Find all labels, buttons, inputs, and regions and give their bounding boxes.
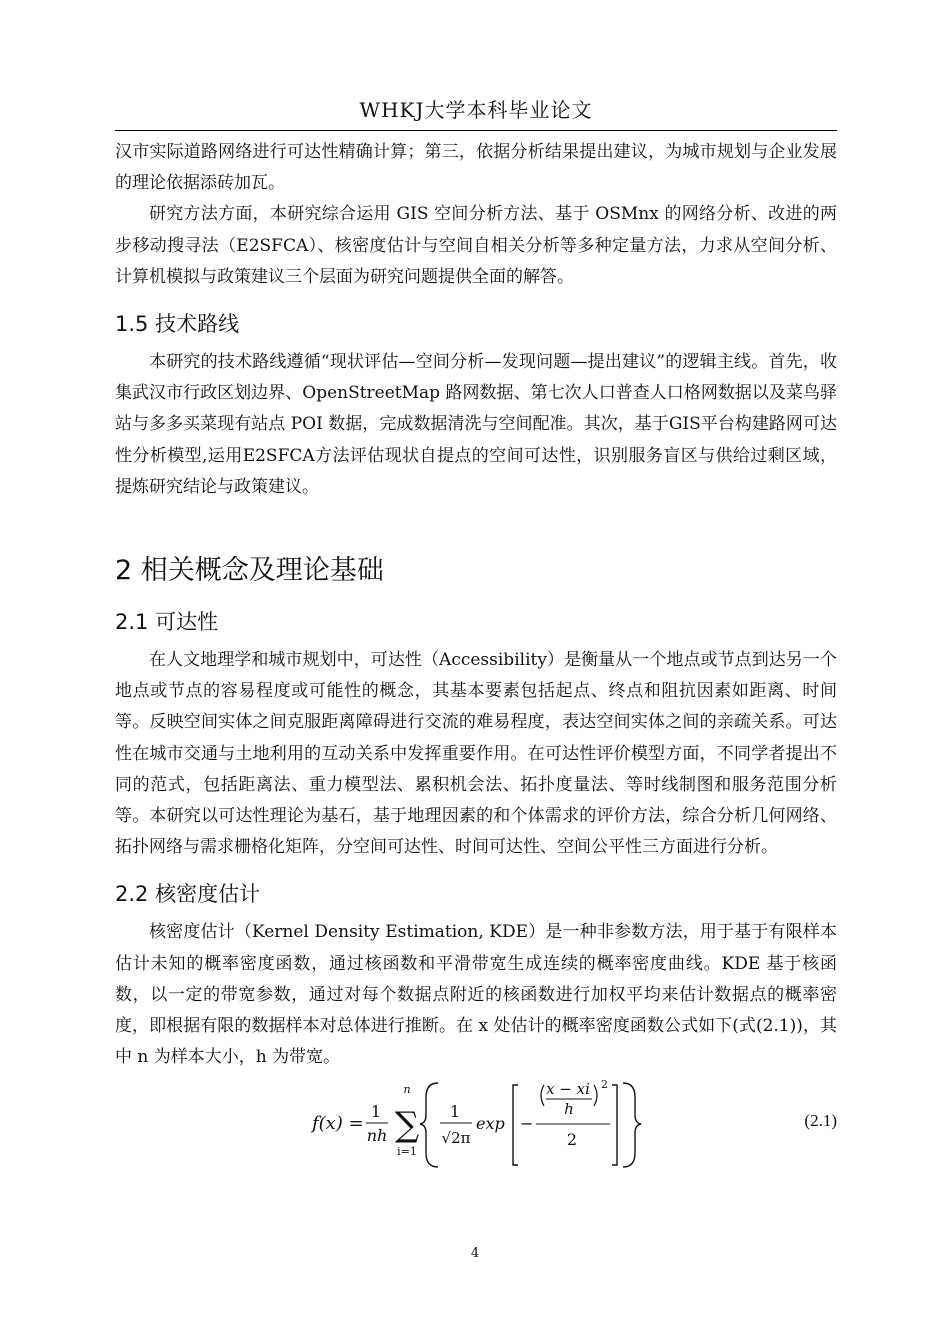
kde-formula-svg — [310, 1079, 650, 1171]
running-header: WHKJ大学本科毕业论文 — [359, 98, 593, 122]
formula-power: 2 — [601, 1079, 608, 1092]
paragraph-kde: 核密度估计（Kernel Density Estimation, KDE）是一种非参数方法，用于基于有限样本估计未知的概率密度函数，通过核函数和平滑带宽生成连续的概率密度曲线。KDE 基于核函数，以一定的带宽参数，通过对每个数据点附近的核函数进行加权平均来估计数据点的概率密度，即根据有限的数据样本对总体进行推断。在 x 处估计的概率密度函数公式如下(式(2.1))，其中 n 为样本大小，h 为带宽。 — [115, 922, 837, 1068]
section-heading-1-5: 1.5 技术路线 — [115, 312, 240, 337]
paragraph-continuation: 汉市实际道路网络进行可达性精确计算；第三，依据分析结果提出建议，为城市规划与企业发展的理论依据添砖加瓦。 — [115, 142, 837, 194]
formula-sum-upper: n — [403, 1083, 411, 1097]
formula-outer-den: 2 — [566, 1130, 578, 1150]
formula-sum-lower: i=1 — [397, 1145, 417, 1159]
section-heading-2-2: 2.2 核密度估计 — [115, 882, 261, 907]
paragraph-accessibility: 在人文地理学和城市规划中，可达性（Accessibility）是衡量从一个地点或节点到达另一个地点或节点的容易程度或可能性的概念，其基本要素包括起点、终点和阻抗因素如距离、时间等。反映空间实体之间克服距离障碍进行交流的难易程度，表达空间实体之间的亲疏关系。可达性在城市交通与土地利用的互动关系中发挥重要作用。在可达性评价模型方面，不同学者提出不同的范式，包括距离法、重力模型法、累积机会法、拓扑度量法、等时线制图和服务范围分析等。本研究以可达性理论为基石，基于地理因素的和个体需求的评价方法，综合分析几何网络、拓扑网络与需求栅格化矩阵，分空间可达性、时间可达性、空间公平性三方面进行分析。 — [115, 650, 837, 858]
kde-formula — [115, 1079, 837, 1171]
page-number: 4 — [470, 1246, 480, 1261]
formula-inner-den: h — [564, 1100, 574, 1119]
equation-number: (2.1) — [804, 1111, 837, 1131]
formula-frac1-den: nh — [366, 1126, 388, 1146]
formula-lhs: f(x) = — [312, 1113, 364, 1135]
page-body — [115, 137, 837, 1171]
paragraph-technical-route: 本研究的技术路线遵循“现状评估—空间分析—发现问题—提出建议”的逻辑主线。首先，收集武汉市行政区划边界、OpenStreetMap 路网数据、第七次人口普查人口格网数据以及菜鸟驿站与多多买菜现有站点 POI 数据，完成数据清洗与空间配准。其次，基于GIS平台构建路网可达性分析模型,运用E2SFCA方法评估现状自提点的空间可达性，识别服务盲区与供给过剩区域，提炼研究结论与政策建议。 — [115, 352, 837, 497]
formula-frac1-num: 1 — [370, 1102, 382, 1122]
formula-frac2-num: 1 — [449, 1102, 461, 1122]
paragraph-methods: 研究方法方面，本研究综合运用 GIS 空间分析方法、基于 OSMnx 的网络分析、改进的两步移动搜寻法（E2SFCA）、核密度估计与空间自相关分析等多种定量方法，力求从空间分析、计算机模拟与政策建议三个层面为研究问题提供全面的解答。 — [115, 204, 837, 287]
section-heading-2-1: 2.1 可达性 — [115, 610, 219, 635]
formula-exp: exp — [476, 1114, 505, 1134]
chapter-heading-2: 2 相关概念及理论基础 — [115, 555, 384, 587]
formula-minus: − — [520, 1114, 534, 1134]
formula-inner-num: x − xi — [546, 1080, 590, 1099]
formula-frac2-den: √2π — [441, 1129, 471, 1148]
header-divider — [115, 130, 837, 131]
formula-sigma: ∑ — [394, 1105, 420, 1146]
